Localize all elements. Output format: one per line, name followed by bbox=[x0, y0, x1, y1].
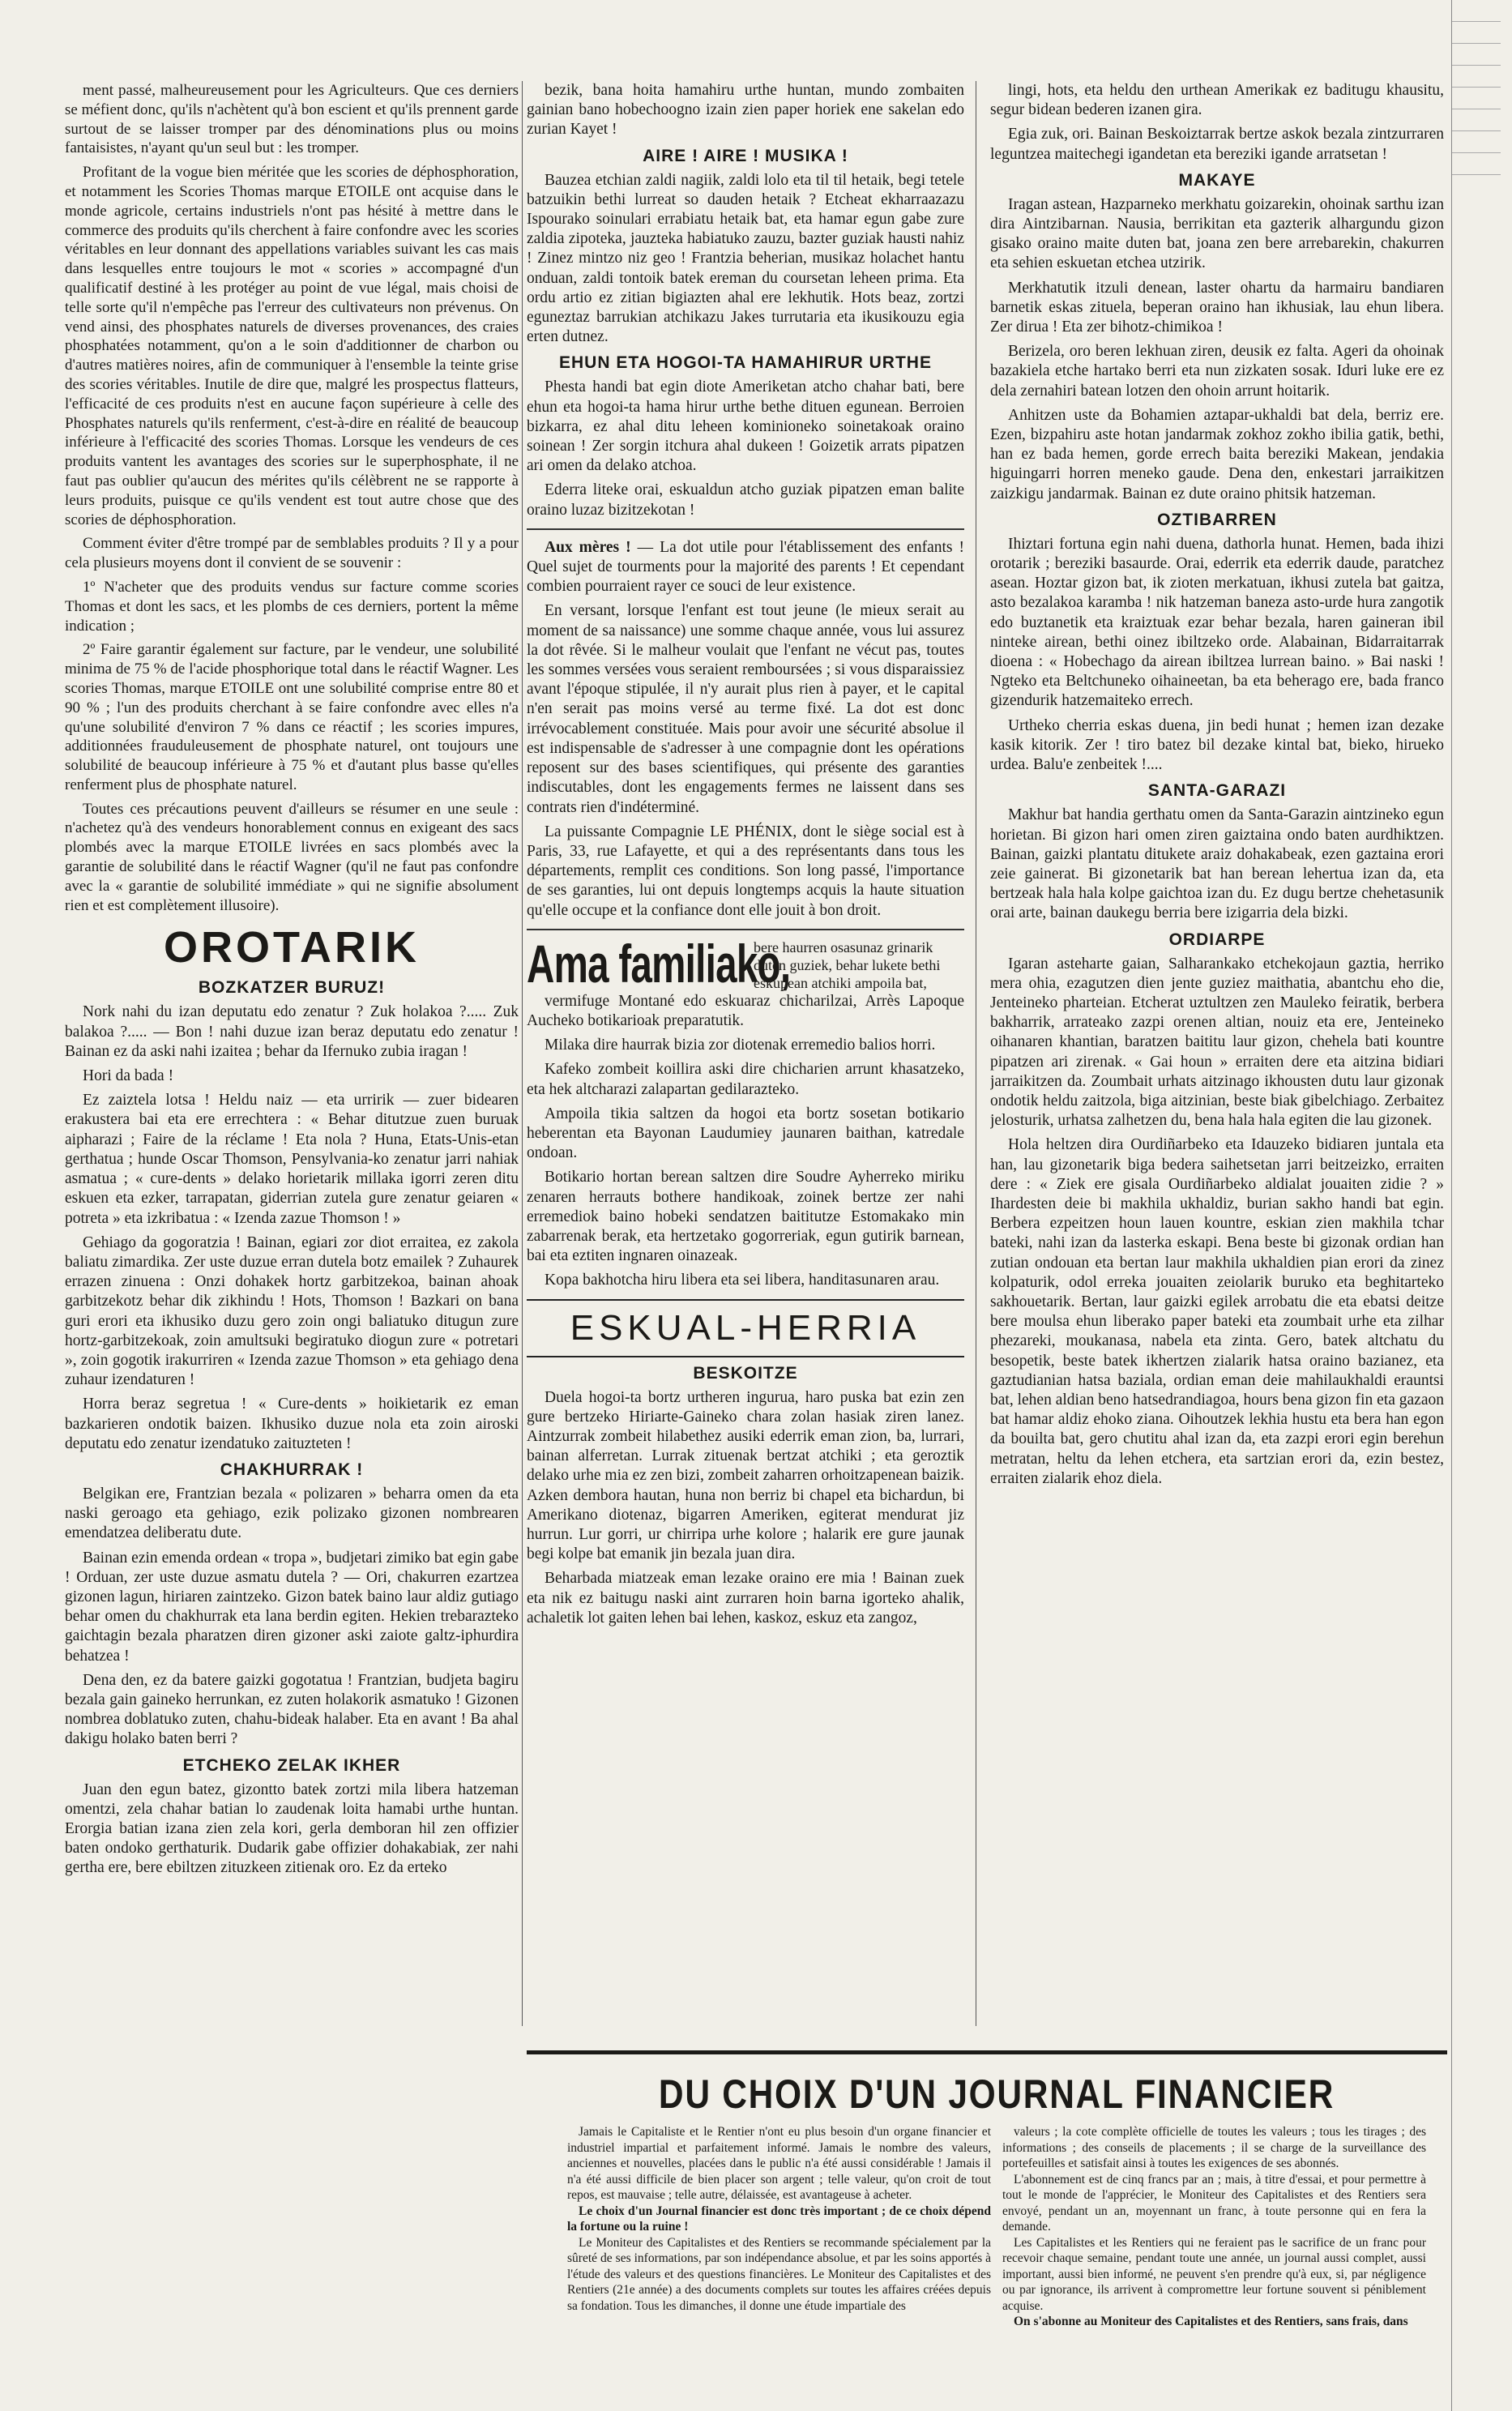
section-heading: AIRE ! AIRE ! MUSIKA ! bbox=[643, 146, 848, 165]
section-heading: SANTA-GARAZI bbox=[1147, 781, 1287, 801]
advert-paragraph: Botikario hortan berean saltzen dire Soudre Ayherreko miriku zenaren herrauts bothere handikoak, zoinek bertze zer nahi erremediok baino hobeki sendatzen baititutze Estomakako min zabarrenak berak, eta hertzetako gogorreriak, egun gutirik barnean, bai eta eztiten ingnaren oinazeak. bbox=[527, 1169, 964, 1265]
page-edge-binding bbox=[1451, 0, 1501, 2411]
article-paragraph: Hori da bada ! bbox=[83, 1067, 174, 1085]
advert-title: DU CHOIX D'UN JOURNAL FINANCIER bbox=[658, 2071, 1335, 2117]
section-heading: OZTIBARREN bbox=[1157, 510, 1277, 529]
article-paragraph: bezik, bana hoita hamahiru urthe huntan, mundo zombaiten gainian bano hobechoogno izain zien paper horiek ene sakelan edo zurian Kayet ! bbox=[527, 82, 964, 139]
advert-paragraph: Les Capitalistes et les Rentiers qui ne feraient pas le sacrifice de un franc pour recevoir chaque semaine, pendant toute une année, un journal aussi complet, aussi important, aussi bien informé, ne peuvent s'en prendre qu'à eux, si, par négligence ou par ignorance, ils arrivent à compromettre leur fortune souvent si péniblement acquise. bbox=[1002, 2235, 1426, 2313]
advert-columns bbox=[567, 2124, 1426, 2330]
article-paragraph: Makhur bat handia gerthatu omen da Santa-Garazin aintzineko egun horietan. Bi gizon hari omen ziren gaiztaina ondo baten aurdhiktzen. Bainan, gaizki plantatu ditukete araiz dohakabeak, ezen gaztaina erori zeie gainerat. Bi gizonetarik bat han bereаn lehertua izan da, eta bertzeak hala hala kolpe gaichtoa izan du. Ez dugu bertze chehetasunik orai arte, bainan daukegu berria bere izigarria dela bizki. bbox=[990, 806, 1444, 922]
article-paragraph: Beharbada miatzeak eman lezake oraino ere mia ! Bainan zuek eta nik ez baitugu naski aint zurraren hoin barna igorteko ahalik, achaletik lot gaiten lehen bai lehen, kaskoz, eskuz eta zangoz, bbox=[527, 1570, 964, 1627]
section-heading: CHAKHURRAK ! bbox=[220, 1460, 364, 1479]
article-paragraph: ment passé, malheureusement pour les Agriculteurs. Que ces derniers se méfient donc, qu'ils n'achètent qu'à bon escient et qu'ils prennent garde surtout de se laisser tromper par des dénominations plus ou moins fantaisistes, n'ayant qu'un seul but : les tromper. bbox=[65, 82, 519, 157]
article-paragraph: Belgikan ere, Frantzian bezala « polizaren » beharra omen da eta naski geroago eta gehiago, ezik polizako gizonen nombrearen emendatzea deliberatu dute. bbox=[65, 1485, 519, 1542]
section-heading: EHUN ETA HOGOI-TA HAMAHIRUR URTHE bbox=[559, 353, 932, 373]
article-paragraph: Nork nahi du izan deputatu edo zenatur ? Zuk holakoa ?..... Zuk balakoa ?..... — Bon ! nahi duzue izan beraz deputatu edo zenatur ! Bainan ez da aski nahi izaitea ; behar da Ifernuko zubia iragan ! bbox=[65, 1003, 519, 1060]
ama-familiako-advert bbox=[527, 933, 964, 994]
section-heading: ORDIARPE bbox=[1168, 930, 1266, 949]
article-paragraph: Bainan ezin emenda ordean « tropa », budjetari zimiko bat egin gabe ! Orduan, zer uste duzue asmatu dutela ? — Ori, chakurren ezartzea gizonen lagun, hiriaren zaintzeko. Gizon batek baino laur aldiz gutiago behar omen du chakhurrak eta lana berdin egiten. Hekien trebaraztekо gaichtagin bezala pharatzen diren gizoner aski zaiote galtz-iphurdira behatzea ! bbox=[65, 1549, 519, 1665]
article-paragraph: Merkhatutik itzuli denean, laster ohartu da harmairu bandiaren barnetik eskas zituela, beperan oraino han ikhusiak, lau ehun libera. Zer dirua ! Eta zer bihotz-chimikoa ! bbox=[990, 279, 1444, 336]
article-paragraph: Juan den egun batez, gizontto batek zortzi mila libera hatzeman omentzi, zela chahar batian lo zaudenak loita hamabi urthe huntan. Erorgia batian izana zien zela kori, gerla demboran hil zen offizier baten ondoko gerthaturik. Dudarik gabe offizier dohakabiak, zer nahi gertha ere, bere ebiltzen zituzkeen zitienak oro. Ez da erteko bbox=[65, 1780, 519, 1877]
advert-column-right bbox=[1002, 2124, 1426, 2330]
article-paragraph: Dena den, ez da batere gaizki gogotatua ! Frantzian, budjeta bagiru bezala gain gaineko herrunkan, ez zuten holakorik asmatuko ! Gizonen nombrea doblatuko zuten, chahu-bideak halaber. Eta en avant ! Ba ahal dakigu holako baten berri ? bbox=[65, 1671, 519, 1748]
column-1 bbox=[65, 81, 519, 2411]
advert-paragraph: valeurs ; la cote complète officielle de toutes les valeurs ; tous les tirages ; des informations ; des conseils de placements ; il se charge de la surveillance des portefeuilles et satisfait ainsi à toutes les exigences de ses abonnés. bbox=[1002, 2125, 1426, 2170]
article-paragraph: Toutes ces précautions peuvent d'ailleurs se résumer en une seule : n'achetez qu'à des vendeurs honorablement connus en exigeant des sacs plombés avec la marque ETOILE livrées en sacs plombés avec la garantie de solubilité dans le réactif Wagner (qu'il ne faut pas confondre avec la « garantie de solubilité immédiate » qui ne signifie absolument rien et est complètement illusoire). bbox=[65, 800, 519, 914]
column-divider bbox=[522, 81, 523, 2026]
article-paragraph: Bauzea etchian zaldi nagiik, zaldi lolo eta til til hetaik, begi tetele batzuikin bethi lurreat so dauden hetaik ? Etcheat ekharraazazu Ispourako soinulari errabiatu hetaik bat, eta hamar egun gabe zure zaldia zipoteka, jauzteka habiatuko zauzu, bazter guziak hausti nahiz ! Zinez mintzo niz geo ! Frantzia beherian, musikaz holachet hantu onduan, zaldi tontoik batek ereman du coursetan leheen prima. Eta ordu artio ez zitian bigiazten ahal ere lekhutik. Hots beaz, zortzi eguneztaz barrukian atchikazu Jakes turrutaria eta ikusikouzu egia erten dutnez. bbox=[527, 171, 964, 346]
advert-paragraph: vermifuge Montané edo eskuaraz chicharilzai, Arrès Lapoque Aucheko botikarioak preparatutik. bbox=[527, 992, 964, 1029]
advert-paragraph: Jamais le Capitaliste et le Rentier n'ont eu plus besoin d'un organe financier et industriel impartial et parfaitement informé. Jamais le nombre des valeurs, anciennes et nouvelles, placées dans le public n'a été aussi considérable ! Jamais il n'a été aussi difficile de bien placer son argent ; telle valeur, qu'on croit de tout repos, est mauvaise ; telle autre, délaissée, est avantageuse à acheter. bbox=[567, 2125, 991, 2202]
section-heading: BESKOITZE bbox=[693, 1363, 798, 1383]
divider bbox=[527, 528, 964, 530]
advert-paragraph: Kopa bakhotcha hiru libera eta sei libera, handitasunaren arau. bbox=[545, 1272, 940, 1289]
article-paragraph: Urtheko cherria eskas duena, jin bedi hunat ; hemen izan dezake kasik kitorik. Zer ! tiro batez bil dezake kintal bat, bieko, hirueko urdea. Balu'e zenbeitek !.... bbox=[990, 716, 1444, 774]
advert-title: Ama familiako, bbox=[527, 933, 791, 994]
advert-paragraph: Milaka dire haurrak bizia zor diotenak erremedio balios horri. bbox=[545, 1037, 936, 1054]
article-paragraph: Ez zaiztela lotsa ! Heldu naiz — eta urririk — zuer bidearen erakustera bai eta ere errechtera : « Behar ditutzue zuen buruak aipharazi ; Faire de la réclame ! Eta nola ? Huna, Etats-Unis-etan gerthatua ; hunde Oscar Thomson, Pensylvania-ko zenatur jarri nahiak asmatua ; « cure-dents » delako horietarik millaka igorri zeren ditu eskuen eta ezker, tarrapatan, giderrian zutela gure zenatur geiaren « potreta » eta izkribatua : « Izenda zazue Thomson ! » bbox=[65, 1092, 519, 1227]
advert-paragraph: On s'abonne au Moniteur des Capitalistes et des Rentiers, sans frais, dans bbox=[1014, 2315, 1408, 2328]
article-paragraph: Phesta handi bat egin diote Ameriketan atcho chahar bati, bere ehun eta hogoi-ta hama hirur urthe bethe dituen egunean. Berroien bizkarra, ez ahal ditu leheen kominioneko soinetakoak oraino soinean ! Zer sorgin itchura ahal dukeen ! Goizetik arrats pipatzen ari omen da delako atchoa. bbox=[527, 378, 964, 475]
article-paragraph: Anhitzen uste da Bohamien aztapar-ukhaldi bat dela, berriz ere. Ezen, bizpahiru aste hotan jandarmak zokhoz zokho ibilia gatik, bethi, han ez bada hemen, gorde errech baita bereziki Makean, jendakia higuingarri horren meneko gaude. Dena den, enkestari jarraikitzen zaizkigu jandarmak. Bainan ez dute oraino phitsik hatzeman. bbox=[990, 406, 1444, 502]
advert-text: — La dot utile pour l'établissement des enfants ! Quel sujet de tourments pour la majorité des parents ! Et cependant combien pourraient rayer ce souci de leur existence. bbox=[527, 538, 964, 596]
divider bbox=[527, 929, 964, 930]
column-3 bbox=[990, 81, 1444, 2050]
article-paragraph: Horra beraz segretua ! « Cure-dents » hoikietarik ez eman bazkarieren ondotik baizen. Ikhusiko duzue nola eta zoin airoski deputatu edo zenatur izendatuko zaituzteten ! bbox=[65, 1396, 519, 1452]
article-paragraph: Profitant de la vogue bien méritée que les scories de déphosphoration, et notamment les Scories Thomas marque ETOILE ont acquise dans le monde agricole, certains industriels n'ont pas hésité à mettre dans le commerce des produits qu'ils cherchent à faire confondre avec les scories véritables en leur donnant des appellations variables suivant les cas mais dans lesquelles entre toujours le mot « scories » accompagné d'un qualificatif destiné à les protéger au point de vue légal, mais choisi de telle sorte qu'il n'empêche pas l'erreur des cultivateurs non prévenus. On vend ainsi, des phosphates naturels de diverses provenances, des craies phosphatées notamment, qu'on a le soin d'additionner de charbon ou d'autres matières noires, afin de communiquer à l'ensemble la teinte grise des scories véritables. Inutile de dire que, malgré les prospectus flatteurs, l'efficacité de ces produits n'est en aucune façon supérieure à celle des Phosphates naturels qu'ils renferment, c'est-à-dire en réalité de beaucoup inférieure à l'efficacité des scories Thomas. Lorsque les vendeurs de ces produits vantent les avantages des scories sur le superphosphate, il ne faut pas oublier qu'aucun des mérites qu'ils célèbrent ne se rapporte à leurs produits, puisque ce qu'ils vendent est tout autre chose que des scories de déphosphoration. bbox=[65, 164, 519, 528]
advert-lead-text: bere haurren osasunaz grinarik duten guziek, behar lukete bethi eskupean atchiki ampoila bat, bbox=[754, 938, 941, 991]
article-paragraph: Gehiago da gogoratzia ! Bainan, egiari zor diot erraitea, ez zakola baliatu zimardika. Zer uste duzue erran dutela botz emailek ? Zuhaurek errazen zinuena : Onzi dohakek hortz garbitzekoa, bainan ahoak garbitzekotz behar dik zikhindu ! Hots, Thomson ! Bazkari on bana guri erori eta ikhusiko duzu gero zoin ongi baliatuko ditugun zure hortz-garbitzekoak, zoin amultsuki begiratuko diogun zure « potretari », zoin gogotik irakurriren « Izenda zazue Thomson » eta gehiago dena zuhaur izendaturen ! bbox=[65, 1233, 519, 1389]
advert-top-rule bbox=[527, 2050, 1447, 2054]
section-heading: BOZKATZER BURUZ! bbox=[198, 978, 386, 998]
section-banner-orotarik: OROTARIK bbox=[164, 923, 420, 973]
article-paragraph: Ihiztari fortuna egin nahi duena, dathorla hunat. Hemen, bada ihizi orotarik ; bereziki basaurde. Orai, ederrik eta ederrik daude, paratchez asean. Hoztar gizon bat, ik zioten merkatuan, ikhusi zutela bat gaitza, asto bezalakoa karamba ! nik hatzeman baneza asto-urde hura zangotik edo buztanetik eta kraiztuak ezar behar bezala, haren gaineran ibil ninteke airean, bethi oinez ibiltzeko orde. Alabainan, Bidarraitarrak dioena : « Hobechago da airean ibiltzea lurrean baino. » Bai naski ! Ngteko eta Beltchuneko oihaineetan, ba eta beherago ere, bada franco gizendurik hatzemaiteko errech. bbox=[990, 535, 1444, 710]
article-paragraph: Duela hogoi-ta bortz urtheren inguruа, haro puska bat ezin zen gure bertzeko Hiriarte-Gaineko chara zolan hasiak ziren lanez. Aintzurrak zombeit hilabethez ausiki ederrik eman zion, ba, lurrari, bainan alferretan. Lurrak zituenak bertzat atchiki ; eta geroztik delako urhe mia ez zen bizi, zombeit zaharren orhoitzapenean baizik. Azken dembora hautan, huna non berriz bi chapel eta bichardun, bi Amerikano diotenaz, bigarren Ameriken, egiterat mendurat jiz hurrun. Lur gorri, ur chirripa urhe kolore ; halarik ere gure jaunak begi kolpe bat emanik jin bezala juan dira. bbox=[527, 1388, 964, 1563]
advert-paragraph: Kafeko zombeit koillira aski dire chicharien arrunt khasatzeko, eta hek altcharazi zalapartan gedilarazteko. bbox=[527, 1061, 964, 1098]
journal-financier-advert bbox=[567, 2071, 1426, 2403]
column-2 bbox=[527, 81, 964, 2050]
article-paragraph: 2º Faire garantir également sur facture, par le vendeur, une solubilité minima de 75 % de l'acide phosphorique total dans le réactif Wagner. Les scories Thomas, marque ETOILE ont une solubilité comprise entre 80 et 90 % ; l'un des produits cherchant à se faire confondre avec elles n'a qu'une solubilité d'environ 7 % dans ce réactif ; les scories impures, additionnées frauduleusement de phosphate naturel, ont toujours une solubilité de beaucoup inférieure à 75 % et d'autant plus basse qu'elles renferment plus de phosphate naturel. bbox=[65, 641, 519, 793]
advert-paragraph: L'abonnement est de cinq francs par an ; mais, à titre d'essai, et pour permettre à tout le monde de l'apprécier, le Moniteur des Capitalistes et des Rentiers sera envoyé, pendant un an, moyennant un franc, à toute personne qui en fera la demande. bbox=[1002, 2172, 1426, 2234]
advert-paragraph: La puissante Compagnie LE PHÉNIX, dont le siège social est à Paris, 33, rue Lafayette, et qui a des représentants dans tous les départements, remplit ces conditions. Son long passé, l'importance de ses garanties, lui ont depuis longtemps acquis la haute situation qu'elle occupe et la confiance dont elle jouit à bon droit. bbox=[527, 823, 964, 919]
advert-lead: Aux mères ! bbox=[545, 538, 631, 556]
advert-paragraph: Le choix d'un Journal financier est donc très important ; de ce choix dépend la fortune ou la ruine ! bbox=[567, 2204, 991, 2234]
section-heading: ETCHEKO ZELAK IKHER bbox=[182, 1755, 401, 1775]
advert-paragraph: Ampoila tikia saltzen da hogoi eta bortz sosetan botikario heberentan eta Bayonan Laudumiey jaunaren baithan, katredale ondoan. bbox=[527, 1105, 964, 1162]
article-paragraph: lingi, hots, eta heldu den urthean Amerikak ez baditugu khausitu, segur bidean bederen izanen gira. bbox=[990, 82, 1444, 119]
article-paragraph: Igaran asteharte gaian, Salharankako etchekojaun gaztia, herriko mera ohia, ezagutzen dien jente guziez maithatia, abantchu eho die, Jenteineko pharteian. Etcherat uztultzen zen Mauleko feiratik, berbera bakharrik, arrateako zazpi orenen altian, nouiz eta ere, Jenteineko oihanaren khantian, baratzen baititu laur gizon, chehela bati kountre pipatzen ari zirenak. « Gai houn » erraiten dere eta aitzina bidiari jarraikitzen da. Zoumbait urhats aitzinago ikhousten dutu laur gizonak ondotik heldu zaitzola, biga aitzinian, beste biak gibelchiago. Zerbaitez jelosturik, urhatsa zalhetzen du, bena hala hala egiten die lau gizonek. bbox=[990, 955, 1444, 1130]
advert-paragraph bbox=[527, 538, 964, 597]
section-banner-eskual-herria: ESKUAL-HERRIA bbox=[527, 1299, 964, 1357]
article-paragraph: 1º N'acheter que des produits vendus sur facture comme scories Thomas et dont les sacs, et les plombs de ces derniers, portent la même indication ; bbox=[65, 578, 519, 635]
article-paragraph: Egia zuk, ori. Bainan Beskoiztarrak bertze askok bezala zintzurraren leguntzea maitechegi igandetan eta bereziki igande arratsetan ! bbox=[990, 126, 1444, 163]
article-paragraph: Iragan astean, Hazparneko merkhatu goizarekin, ohoinak sarthu izan dira Aintzibarnan. Nausia, berrikitan eta gazterik alhargundu gizon gisako oraino maite duten bat, joana zen bere arrebarekin, chakurren eta sehien eskuetan etchea utzirik. bbox=[990, 195, 1444, 272]
article-paragraph: Hola heltzen dira Ourdiñarbeko eta Idauzeko bidiaren juntala eta han, lau gizonetarik biga bedera saihetsetan jarri beitzeizko, erraiten dere : « Ziek ere gisala Ourdiñarbeko aldialat jouaiten zidie ? » Ihardesten deie bi makhila ukhaldiz, burian sakho handi bat egin. Berbera ezpeitzen houn lauen kountre, eskian zien makhila tchar bateki, nahi izan da lasterka eskapi. Bena beste bi gizonak ordian han zutian ondouan eta bertan laur makhila ukhaldien pian erori da zinez kolpaturik, odol erreka jouaiten zeiolarik buruko eta beghitarteko sakhouetarik. Bertan, laur gaizki egilek arrobatu die eta ebatsi deitze bere moulsa ehun liberako paper bateki eta zoumbait urhe eta zilhar phezareki, moukanasa, nabela eta zinta. Gero, batek altchatu du besopetik, beste batek ikhertzen zialarik hatsa oraino bazianez, eta gaztudianian hatsa baziala, ordian eman deie mahilaukhaldi erauntsi bat, lehen aldian beno hatsedrandiagoa, hours bena gizon fin eta gazaon bat hamar aldiz ehoko ziana. Oihoutzek lekhia hustu eta bera han egon da bouilta bat, gero chutitu ahal izan da, eta zazpi erori egin berehun metratan, heltu da lehen etchera, eta sartzian erori da, ezin bestez, erraiten zialarik ehoz diela. bbox=[990, 1136, 1444, 1487]
article-paragraph: Ederra liteke orai, eskualdun atcho guziak pipatzen eman balite oraino luzaz bizitzekotan ! bbox=[527, 481, 964, 519]
article-paragraph: Berizela, oro beren lekhuan ziren, deusik ez falta. Ageri da ohoinak bazakiela etche hartako berri eta nun zizkaten sosak. Iduri luke ere ez dela zernahiri batean lotzen den ohoin arrunt hoitarik. bbox=[990, 343, 1444, 400]
advert-paragraph: En versant, lorsque l'enfant est tout jeune (le mieux serait au moment de sa naissance) une somme chaque année, vous lui assurez la dot rêvée. Si le malheur voulait que l'enfant ne vécut pas, toutes les sommes versées vous seraient remboursées ; si vous disparaissiez avant l'époque stipulée, il n'y aurait plus rien à payer, et le capital n'en serait pas moins versé au terme fixé. La dot est donc irrévocablement constituée. Mais pour avoir une sécurité absolue il est indispensable de s'adresser à une compagnie dont les opérations reposent sur des bases scientifiques, qui présente des garanties indiscutables, dont les engagements fermes ne laissent dans ses contrats rien d'indéterminé. bbox=[527, 602, 964, 816]
section-heading: MAKAYE bbox=[1178, 170, 1256, 190]
advert-column-left bbox=[567, 2124, 991, 2330]
advert-paragraph: Le Moniteur des Capitalistes et des Rentiers se recommande spécialement par la sûreté de ses informations, par son indépendance absolue, et par les soins apportés à l'étude des valeurs et des questions financières. Le Moniteur des Capitalistes et des Rentiers (21e année) a des documents complets sur toutes les affaires créées depuis sa fondation. Tous les dimanches, il donne une étude impartiale des bbox=[567, 2235, 991, 2313]
article-paragraph: Comment éviter d'être trompé par de semblables produits ? Il y a pour cela plusieurs moyens dont il convient de se souvenir : bbox=[65, 535, 519, 572]
